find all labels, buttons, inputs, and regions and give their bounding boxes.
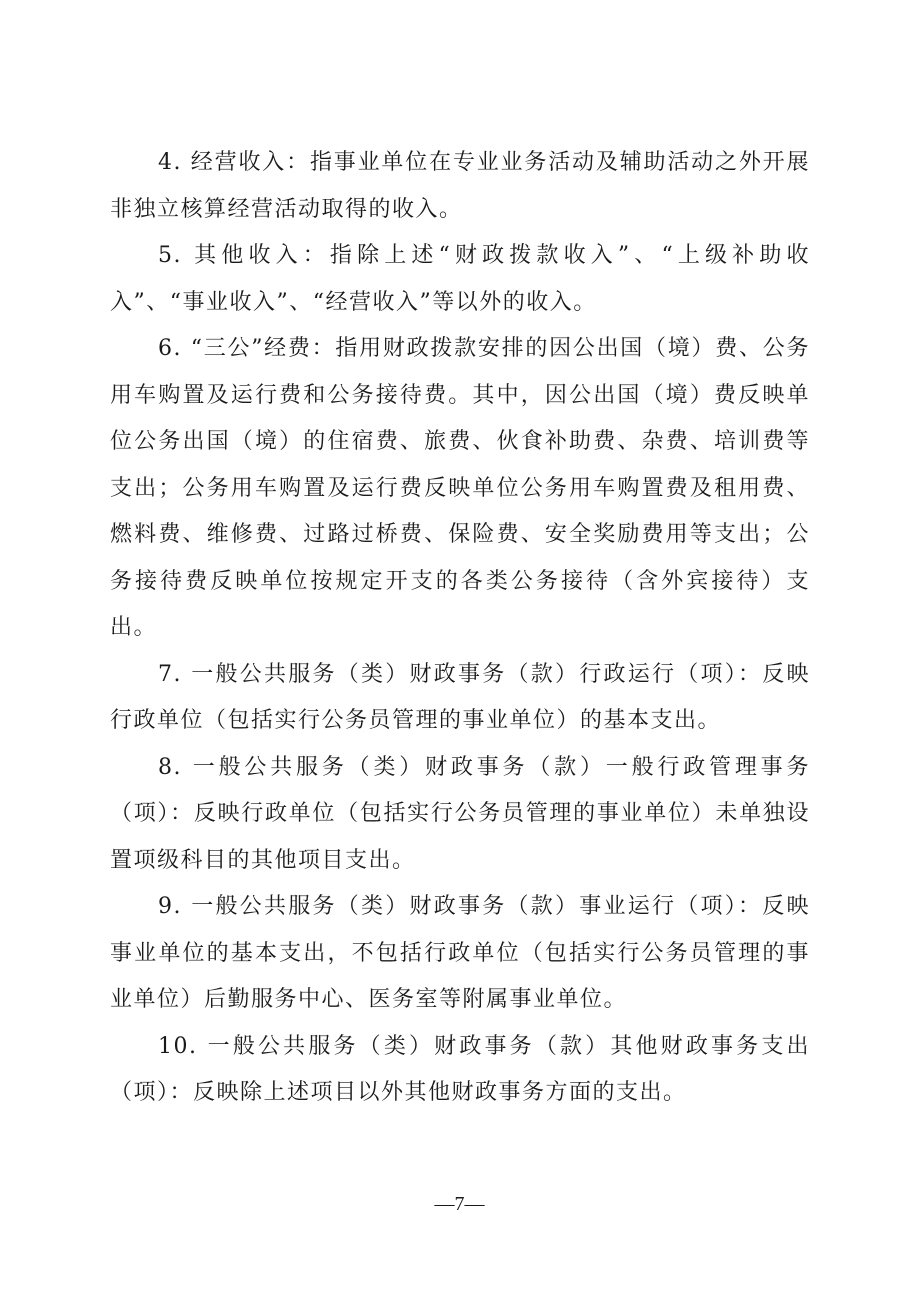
paragraph-administrative-operation: 7. 一般公共服务（类）财政事务（款）行政运行（项）：反映行政单位（包括实行公务员管理的事业单位）的基本支出。 [110, 661, 810, 733]
paragraph-operating-income: 4. 经营收入：指事业单位在专业业务活动及辅助活动之外开展非独立核算经营活动取得的收入。 [110, 150, 810, 222]
document-body [110, 140, 810, 1117]
paragraph-other-income: 5. 其他收入：指除上述“财政拨款收入”、“上级补助收入”、“事业收入”、“经营收入”等以外的收入。 [110, 243, 810, 315]
paragraph-general-administrative-affairs: 8. 一般公共服务（类）财政事务（款）一般行政管理事务（项）：反映行政单位（包括实行公务员管理的事业单位）未单独设置项级科目的其他项目支出。 [110, 754, 810, 873]
paragraph-institution-operation: 9. 一般公共服务（类）财政事务（款）事业运行（项）：反映事业单位的基本支出，不包括行政单位（包括实行公务员管理的事业单位）后勤服务中心、医务室等附属事业单位。 [110, 894, 810, 1012]
paragraph-three-public-expenses: 6. “三公”经费：指用财政拨款安排的因公出国（境）费、公务用车购置及运行费和公务接待费。其中，因公出国（境）费反映单位公务出国（境）的住宿费、旅费、伙食补助费、杂费、培训费等支出；公务用车购置及运行费反映单位公务用车购置费及租用费、燃料费、维修费、过路过桥费、保险费、安全奖励费用等支出；公务接待费反映单位按规定开支的各类公务接待（含外宾接待）支出。 [110, 336, 810, 640]
page-number: —7— [434, 1193, 485, 1215]
paragraph-other-fiscal-affairs: 10. 一般公共服务（类）财政事务（款）其他财政事务支出（项）：反映除上述项目以外其他财政事务方面的支出。 [110, 1033, 810, 1105]
